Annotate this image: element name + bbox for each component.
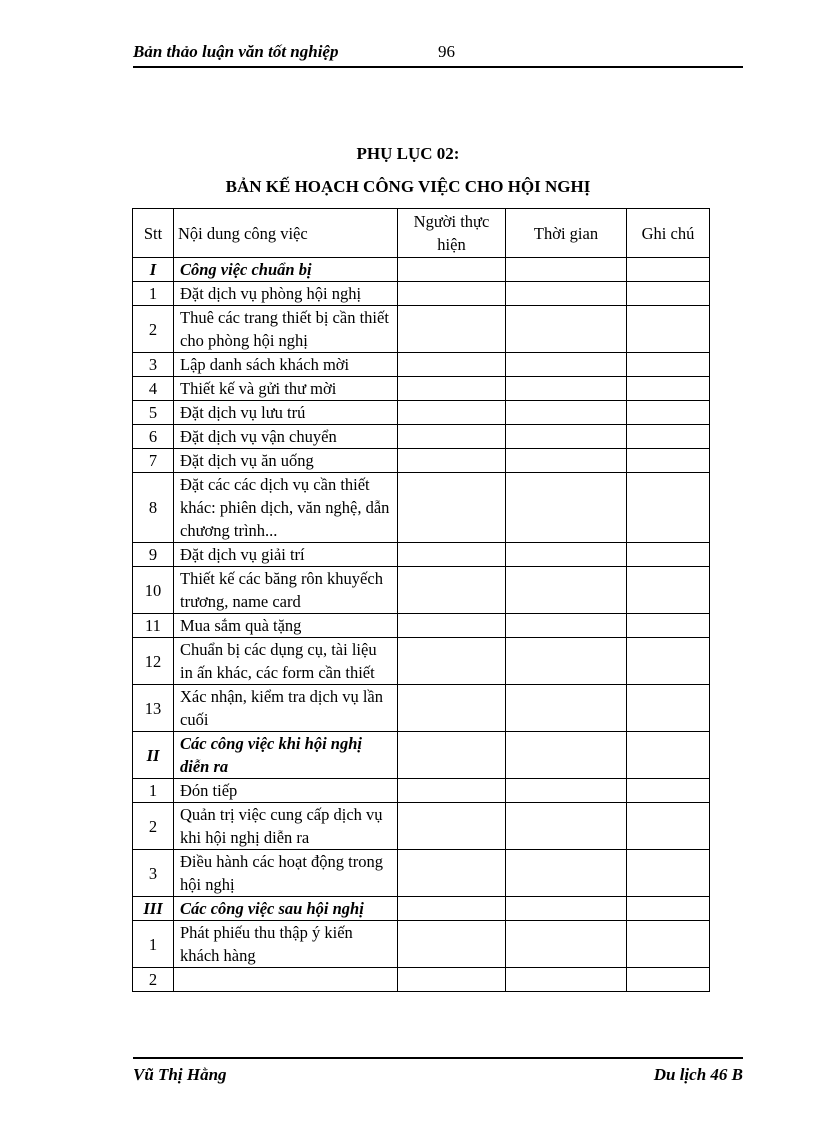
row-content: Xác nhận, kiểm tra dịch vụ lần cuối bbox=[174, 685, 398, 732]
table-row bbox=[133, 850, 710, 897]
row-time bbox=[506, 614, 627, 638]
table-row bbox=[133, 377, 710, 401]
row-time bbox=[506, 543, 627, 567]
row-content: Đặt dịch vụ giải trí bbox=[174, 543, 398, 567]
row-person bbox=[398, 921, 506, 968]
row-time bbox=[506, 425, 627, 449]
row-note bbox=[627, 803, 710, 850]
row-person bbox=[398, 850, 506, 897]
table-row bbox=[133, 567, 710, 614]
row-stt: 1 bbox=[133, 921, 174, 968]
row-content: Đặt dịch vụ phòng hội nghị bbox=[174, 282, 398, 306]
row-person bbox=[398, 401, 506, 425]
row-note bbox=[627, 473, 710, 543]
row-time bbox=[506, 732, 627, 779]
row-time bbox=[506, 779, 627, 803]
table-row bbox=[133, 638, 710, 685]
table-row bbox=[133, 921, 710, 968]
row-note bbox=[627, 614, 710, 638]
row-content: Đặt dịch vụ lưu trú bbox=[174, 401, 398, 425]
row-stt: 4 bbox=[133, 377, 174, 401]
row-note bbox=[627, 425, 710, 449]
row-content: Đặt các các dịch vụ cần thiết khác: phiên dịch, văn nghệ, dẫn chương trình... bbox=[174, 473, 398, 543]
row-content: Công việc chuẩn bị bbox=[174, 258, 398, 282]
row-stt: I bbox=[133, 258, 174, 282]
row-person bbox=[398, 732, 506, 779]
row-stt: 10 bbox=[133, 567, 174, 614]
row-time bbox=[506, 353, 627, 377]
table-row bbox=[133, 449, 710, 473]
header-title: Bản thảo luận văn tốt nghiệp bbox=[133, 42, 339, 61]
row-note bbox=[627, 897, 710, 921]
row-content: Đón tiếp bbox=[174, 779, 398, 803]
col-header-note: Ghi chú bbox=[627, 209, 710, 258]
table-row bbox=[133, 614, 710, 638]
row-person bbox=[398, 425, 506, 449]
row-time bbox=[506, 282, 627, 306]
row-note bbox=[627, 567, 710, 614]
row-person bbox=[398, 449, 506, 473]
row-time bbox=[506, 897, 627, 921]
appendix-title: BẢN KẾ HOẠCH CÔNG VIỆC CHO HỘI NGHỊ bbox=[225, 177, 591, 196]
row-stt: 5 bbox=[133, 401, 174, 425]
row-time bbox=[506, 377, 627, 401]
row-note bbox=[627, 779, 710, 803]
col-header-person: Người thực hiện bbox=[398, 209, 506, 258]
row-time bbox=[506, 306, 627, 353]
row-stt: 2 bbox=[133, 968, 174, 992]
table-row bbox=[133, 425, 710, 449]
row-stt: 2 bbox=[133, 803, 174, 850]
row-person bbox=[398, 282, 506, 306]
table-row bbox=[133, 968, 710, 992]
table-row bbox=[133, 803, 710, 850]
section-row bbox=[133, 258, 710, 282]
row-content: Các công việc sau hội nghị bbox=[174, 897, 398, 921]
row-time bbox=[506, 685, 627, 732]
row-person bbox=[398, 543, 506, 567]
row-note bbox=[627, 377, 710, 401]
table-row bbox=[133, 685, 710, 732]
table-header-row bbox=[133, 209, 710, 258]
row-stt: 12 bbox=[133, 638, 174, 685]
row-content: Thiết kế và gửi thư mời bbox=[174, 377, 398, 401]
row-note bbox=[627, 850, 710, 897]
row-stt: 3 bbox=[133, 850, 174, 897]
row-time bbox=[506, 449, 627, 473]
row-time bbox=[506, 921, 627, 968]
row-note bbox=[627, 258, 710, 282]
row-note bbox=[627, 543, 710, 567]
table-row bbox=[133, 282, 710, 306]
row-content: Phát phiếu thu thập ý kiến khách hàng bbox=[174, 921, 398, 968]
footer-author: Vũ Thị Hằng bbox=[133, 1065, 227, 1084]
row-content: Chuẩn bị các dụng cụ, tài liệu in ấn khác, các form cần thiết bbox=[174, 638, 398, 685]
table-row bbox=[133, 473, 710, 543]
row-content: Thiết kế các băng rôn khuyếch trương, name card bbox=[174, 567, 398, 614]
row-stt: 11 bbox=[133, 614, 174, 638]
row-stt: 13 bbox=[133, 685, 174, 732]
page-number: 96 bbox=[438, 42, 455, 61]
table-row bbox=[133, 779, 710, 803]
row-note bbox=[627, 921, 710, 968]
row-content: Điều hành các hoạt động trong hội nghị bbox=[174, 850, 398, 897]
row-content: Các công việc khi hội nghị diễn ra bbox=[174, 732, 398, 779]
appendix-label: PHỤ LỤC 02: bbox=[356, 144, 460, 163]
row-content: Thuê các trang thiết bị cần thiết cho phòng hội nghị bbox=[174, 306, 398, 353]
row-note bbox=[627, 732, 710, 779]
table-row bbox=[133, 306, 710, 353]
row-note bbox=[627, 306, 710, 353]
row-time bbox=[506, 473, 627, 543]
footer-class: Du lịch 46 B bbox=[653, 1065, 743, 1084]
col-header-time: Thời gian bbox=[506, 209, 627, 258]
row-stt: III bbox=[133, 897, 174, 921]
row-person bbox=[398, 638, 506, 685]
row-stt: 9 bbox=[133, 543, 174, 567]
section-row bbox=[133, 897, 710, 921]
row-stt: II bbox=[133, 732, 174, 779]
work-plan-table bbox=[132, 208, 710, 992]
row-note bbox=[627, 638, 710, 685]
row-time bbox=[506, 567, 627, 614]
row-stt: 1 bbox=[133, 779, 174, 803]
page-footer bbox=[133, 1057, 743, 1084]
row-content bbox=[174, 968, 398, 992]
row-stt: 1 bbox=[133, 282, 174, 306]
row-content: Đặt dịch vụ ăn uống bbox=[174, 449, 398, 473]
table-row bbox=[133, 543, 710, 567]
row-note bbox=[627, 449, 710, 473]
row-person bbox=[398, 614, 506, 638]
row-time bbox=[506, 638, 627, 685]
row-person bbox=[398, 685, 506, 732]
row-person bbox=[398, 567, 506, 614]
row-person bbox=[398, 258, 506, 282]
row-time bbox=[506, 401, 627, 425]
section-row bbox=[133, 732, 710, 779]
row-note bbox=[627, 968, 710, 992]
row-stt: 3 bbox=[133, 353, 174, 377]
row-person bbox=[398, 306, 506, 353]
row-content: Lập danh sách khách mời bbox=[174, 353, 398, 377]
page-header bbox=[133, 40, 743, 68]
row-content: Mua sắm quà tặng bbox=[174, 614, 398, 638]
row-person bbox=[398, 377, 506, 401]
row-person bbox=[398, 779, 506, 803]
row-person bbox=[398, 897, 506, 921]
row-time bbox=[506, 850, 627, 897]
row-time bbox=[506, 968, 627, 992]
row-note bbox=[627, 685, 710, 732]
table-body bbox=[133, 258, 710, 992]
row-note bbox=[627, 353, 710, 377]
col-header-stt: Stt bbox=[133, 209, 174, 258]
row-person bbox=[398, 473, 506, 543]
table-row bbox=[133, 353, 710, 377]
col-header-content: Nội dung công việc bbox=[174, 209, 398, 258]
row-note bbox=[627, 401, 710, 425]
row-person bbox=[398, 968, 506, 992]
row-time bbox=[506, 258, 627, 282]
row-person bbox=[398, 353, 506, 377]
row-time bbox=[506, 803, 627, 850]
row-person bbox=[398, 803, 506, 850]
row-content: Đặt dịch vụ vận chuyển bbox=[174, 425, 398, 449]
row-stt: 8 bbox=[133, 473, 174, 543]
table-row bbox=[133, 401, 710, 425]
row-content: Quản trị việc cung cấp dịch vụ khi hội nghị diễn ra bbox=[174, 803, 398, 850]
row-note bbox=[627, 282, 710, 306]
row-stt: 6 bbox=[133, 425, 174, 449]
row-stt: 7 bbox=[133, 449, 174, 473]
row-stt: 2 bbox=[133, 306, 174, 353]
